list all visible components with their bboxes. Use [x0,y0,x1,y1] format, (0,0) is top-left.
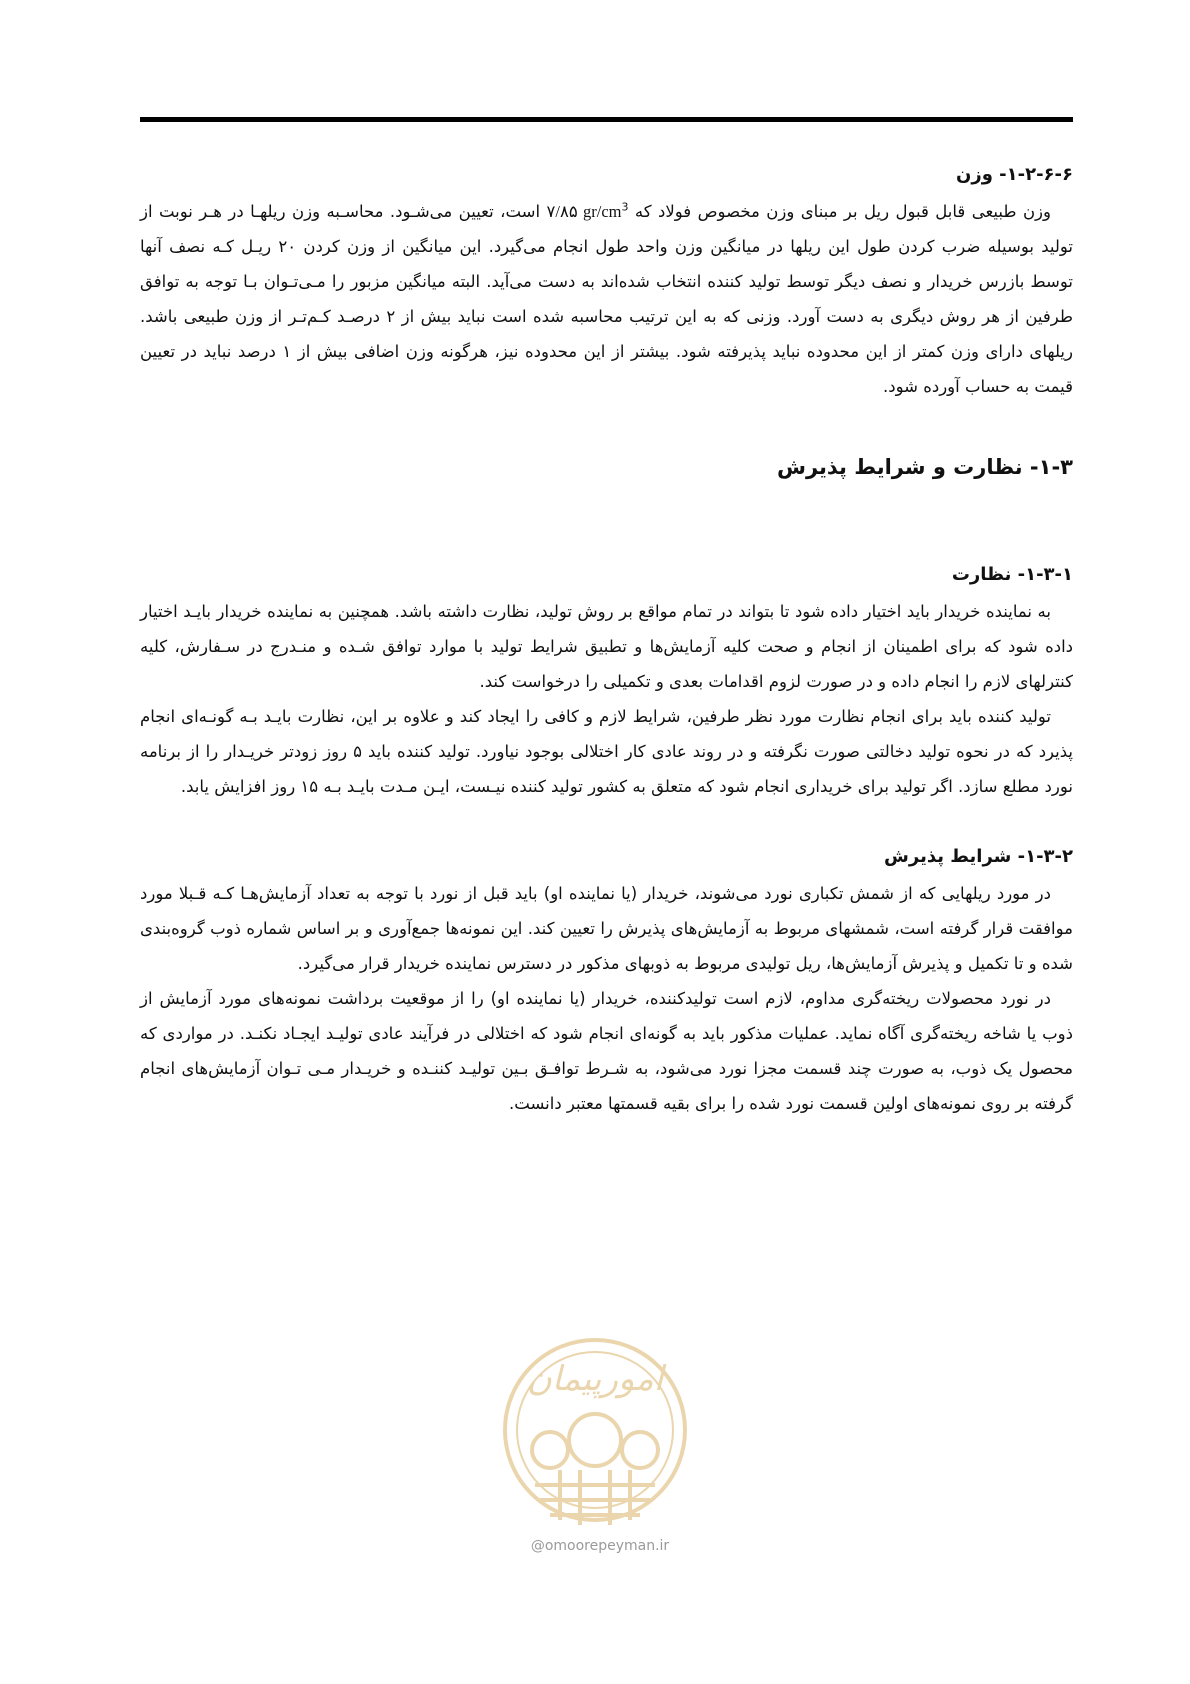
paragraph-supervision-2: تولید کننده باید برای انجام نظارت مورد نظر طرفین، شرایط لازم و کافی را ایجاد کند و علاوه بر این، نظارت بایـد بـه گونـه‌ای انجام پذیرد که در نحوه تولید دخالتی صورت نگرفته و در روند عادی کار اختلالی بوجود نیاورد. تولید کننده باید ۵ روز زودتر خریـدار را از برنامه نورد مطلع سازد. اگر تولید برای خریداری انجام شود که متعلق به کشور تولید کننده نیـست، ایـن مـدت بایـد بـه ۱۵ روز افزایش یابد. [140,707,1073,796]
heading-acceptance: ۱-۳-۲- شرایط پذیرش [884,846,1073,867]
weight-text-end: است، تعیین می‌شـود. محاسـبه وزن ریلهـا در هـر نوبت از تولید بوسیله ضرب کردن طول این ریلها در میانگین وزن واحد طول انجام می‌گیرد. این میانگین از وزن کردن ۲۰ ریـل کـه نصف آنها توسط بازرس خریدار و نصف دیگر توسط تولید کننده انتخاب شده‌اند به دست می‌آید. البته میانگین مزبور را مـی‌تـوان بـا توجه به توافق طرفین از هر روش دیگری به دست آورد. وزنی که به این ترتیب محاسبه شده است نباید بیش از ۲ درصـد کـم‌تـر از وزن طبیعی باشد. ریلهای دارای وزن کمتر از این محدوده نباید پذیرفته شود. بیشتر از این محدوده نیز، هرگونه وزن اضافی بیش از ۱ درصد نباید در تعیین قیمت به حساب آورده شود. [140,202,1074,396]
watermark-logo [480,1320,710,1570]
paragraph-supervision-1: به نماینده خریدار باید اختیار داده شود تا بتواند در تمام مواقع بر روش تولید، نظارت داشته باشد. همچنین به نماینده خریدار بایـد اختیار داده شود که برای اطمینان از انجام و صحت کلیه آزمایش‌ها و تطبیق شرایط تولید با موارد توافق شـده و منـدرج در سـفارش، کلیه کنترلهای لازم را انجام داده و در صورت لزوم اقدامات بعدی و تکمیلی را درخواست کند. [140,602,1073,691]
header-rule [140,117,1073,122]
density-value: ۷/۸۵ gr/cm [546,202,622,221]
watermark-logo-text: امورپیمان [526,1359,664,1399]
heading-supervision: ۱-۳-۱- نظارت [951,564,1073,585]
document-body [140,160,1073,1121]
heading-supervision-acceptance: ۱-۳- نظارت و شرایط پذیرش [776,455,1073,479]
weight-text-start: وزن طبیعی قابل قبول ریل بر مبنای وزن مخصوص فولاد که [628,202,1051,221]
watermark-url: @omoorepeyman.ir [530,1538,670,1554]
paragraph-weight [140,194,1073,404]
density-exponent: 3 [621,200,629,214]
paragraph-acceptance-2: در نورد محصولات ریخته‌گری مداوم، لازم است تولیدکننده، خریدار (یا نماینده او) را از موقعیت برداشت نمونه‌های مورد آزمایش از ذوب یا شاخه ریخته‌گری آگاه نماید. عملیات مذکور باید به گونه‌ای انجام شود که اختلالی در فرآیند عادی تولیـد ایجـاد نکنـد. در مواردی که محصول یک ذوب، به صورت چند قسمت مجزا نورد می‌شود، به شـرط توافـق بـین تولیـد کننـده و خریـدار مـی تـوان آزمایش‌های انجام گرفته بر روی نمونه‌های اولین قسمت نورد شده را برای بقیه قسمتها معتبر دانست. [140,989,1073,1113]
heading-weight: ۱-۲-۶-۶- وزن [955,164,1073,185]
paragraph-acceptance-1: در مورد ریلهایی که از شمش تکباری نورد می‌شوند، خریدار (یا نماینده او) باید قبل از نورد با توجه به تعداد آزمایش‌هـا کـه قـبلا مورد موافقت قرار گرفته است، شمشهای مربوط به آزمایش‌های پذیرش را تعیین کند. این نمونه‌ها جمع‌آوری و بر اساس شماره ذوب گروه‌بندی شده و تا تکمیل و پذیرش آزمایش‌ها، ریل تولیدی مربوط به ذوبهای مذکور در دسترس نماینده خریدار قرار می‌گیرد. [140,884,1073,973]
